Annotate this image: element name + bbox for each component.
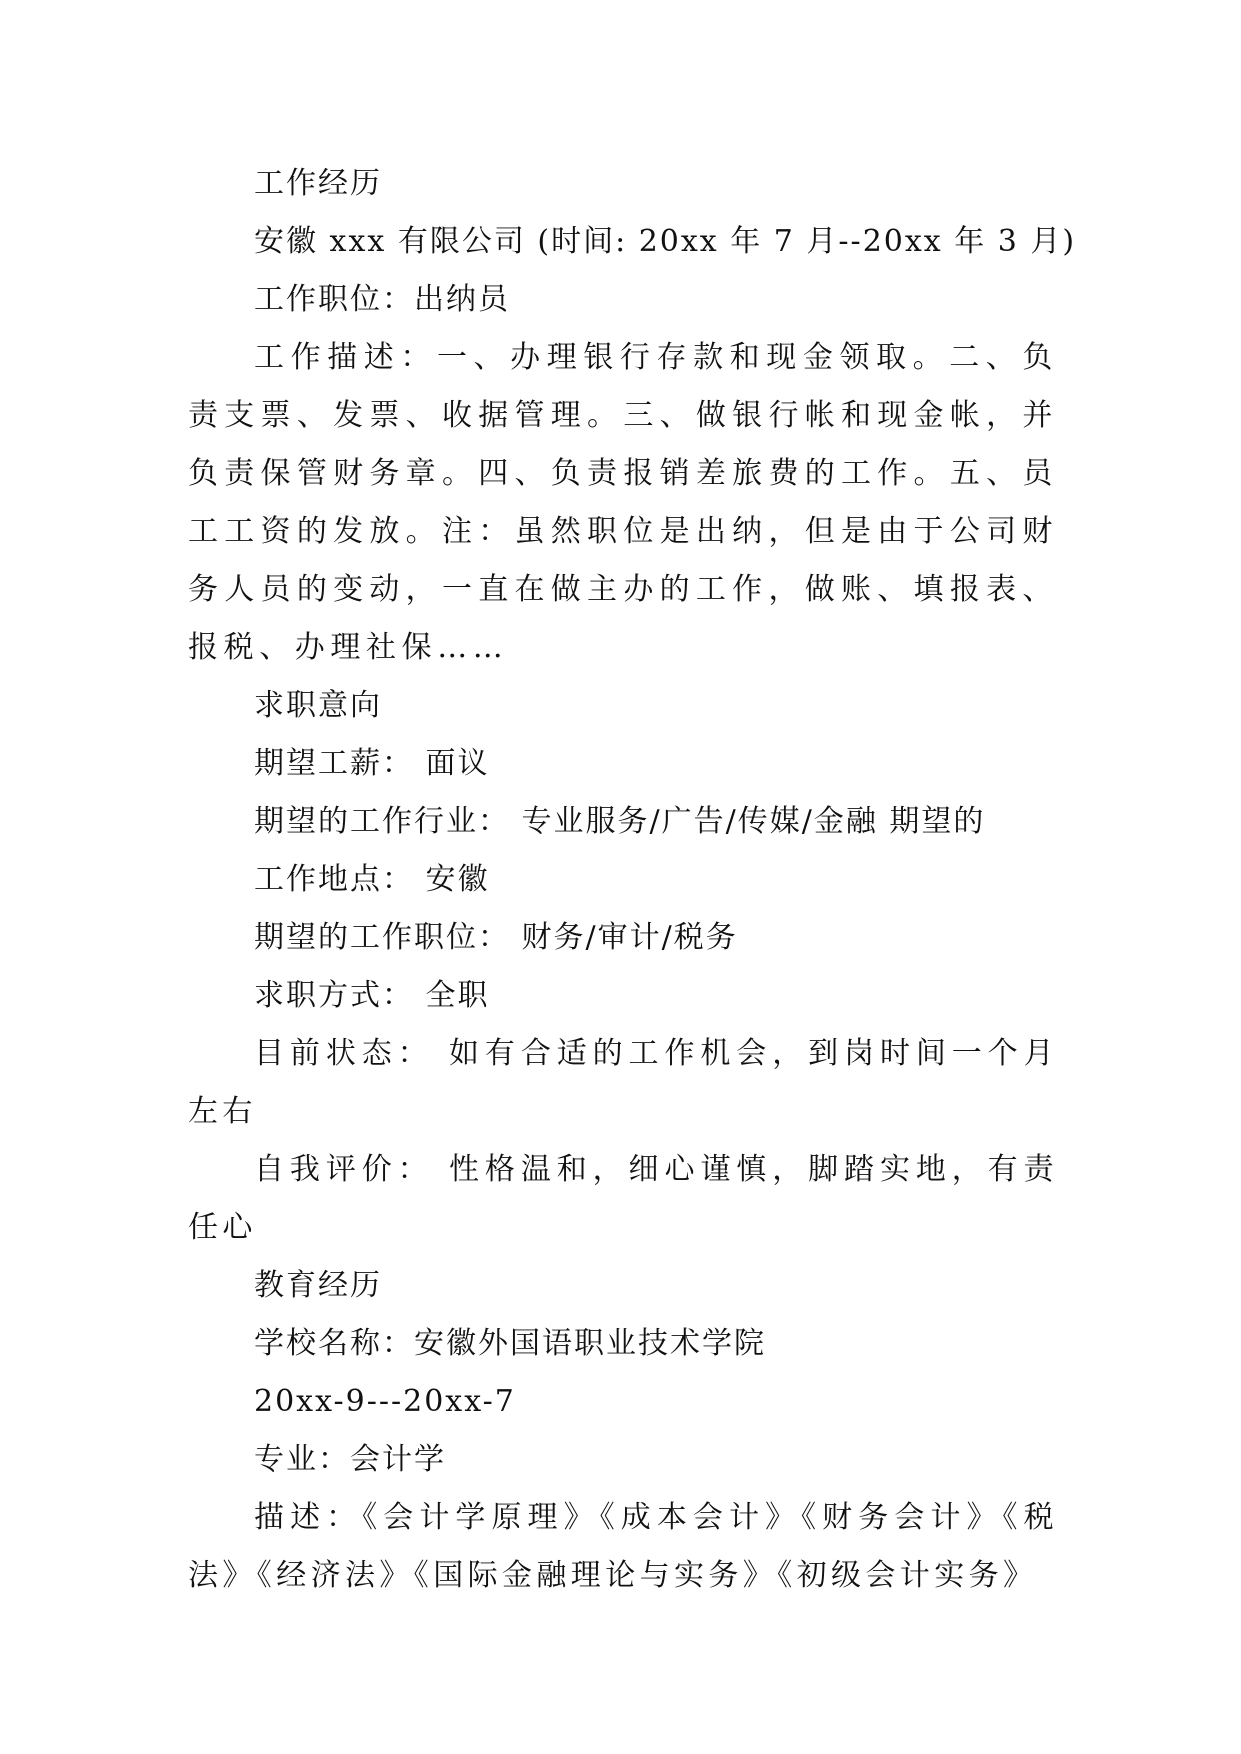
expected-industry-line: 期望的工作行业： 专业服务/广告/传媒/金融 期望的 xyxy=(254,804,986,839)
expected-salary-line: 期望工薪： 面议 xyxy=(254,746,490,781)
expected-position-line: 期望的工作职位： 财务/审计/税务 xyxy=(254,920,738,955)
work-location-line: 工作地点： 安徽 xyxy=(254,862,490,897)
job-title-line: 工作职位：出纳员 xyxy=(254,282,510,317)
company-line: 安徽 xxx 有限公司 (时间: 20xx 年 7 月--20xx 年 3 月) xyxy=(254,224,1077,259)
self-evaluation: 自我评价： 性格温和，细心谨慎，脚踏实地，有责任心 xyxy=(188,1152,1058,1245)
current-status: 目前状态： 如有合适的工作机会，到岗时间一个月左右 xyxy=(188,1036,1058,1129)
education-heading: 教育经历 xyxy=(254,1268,382,1303)
job-description: 工作描述：一、办理银行存款和现金领取。二、负责支票、发票、收据管理。三、做银行帐和现金帐，并负责保管财务章。四、负责报销差旅费的工作。五、员工工资的发放。注：虽然职位是出纳，但是由于公司财务人员的变动，一直在做主办的工作，做账、填报表、报税、办理社保…… xyxy=(188,340,1058,665)
major-line: 专业：会计学 xyxy=(254,1442,446,1477)
study-period-line: 20xx-9---20xx-7 xyxy=(254,1384,516,1419)
resume-content xyxy=(188,155,1077,1605)
courses-description: 描述：《会计学原理》《成本会计》《财务会计》《税法》《经济法》《国际金融理论与实务》《初级会计实务》 xyxy=(188,1500,1058,1593)
job-type-line: 求职方式： 全职 xyxy=(254,978,490,1013)
work-experience-heading: 工作经历 xyxy=(254,166,382,201)
job-intent-heading: 求职意向 xyxy=(254,688,382,723)
school-name-line: 学校名称：安徽外国语职业技术学院 xyxy=(254,1326,766,1361)
